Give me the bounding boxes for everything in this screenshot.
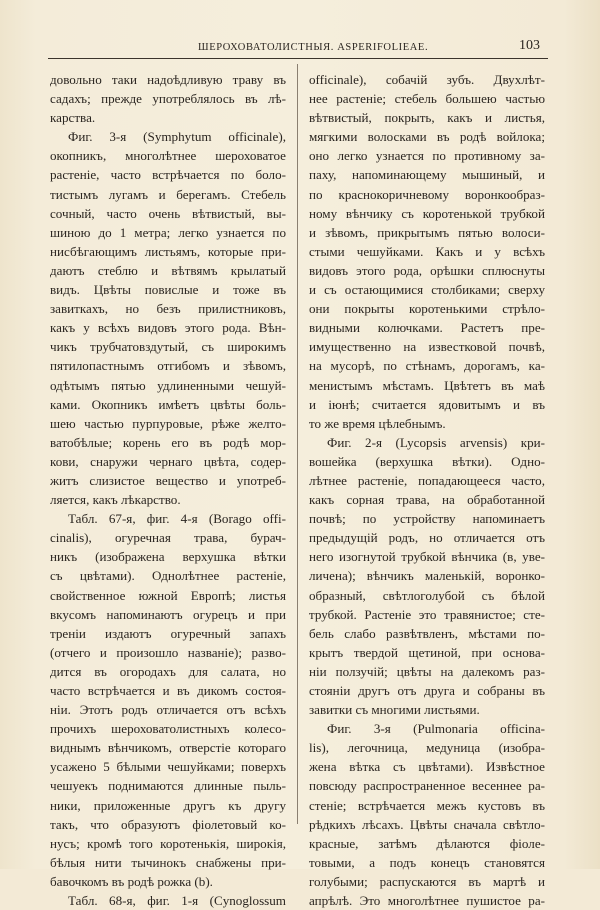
running-header [48,34,548,56]
text-line: трубкой. Растеніе это травянистое; сте- [309,606,545,622]
text-line: голубыми; распускаются въ мартѣ и [309,873,545,889]
text-line: житъ слизистое вещество и употреб- [50,472,286,488]
text-line: ками. Окопникъ имѣетъ цвѣты боль- [50,396,286,412]
text-line: чешуекъ поднимаются длинные пыль- [50,778,286,794]
text-line: одѣтымъ пятью удлиненными чешуй- [50,377,286,393]
text-line: вкусомъ напоминаютъ огурецъ и при [50,606,286,622]
text-line: такъ, что образуютъ фіолетовый ко- [50,816,286,832]
text-line: нисбѣгающимъ листьямъ, которые при- [50,243,286,259]
text-line: завитки съ многими листьями. [309,702,480,718]
text-line: Фиг. 2-я (Lycopsis arvensis) кри- [327,434,545,450]
text-line: рѣдкихъ лѣсахъ. Цвѣты сначала свѣтло- [309,816,545,832]
text-line: шею частью пурпуровые, рѣже желто- [50,415,286,431]
text-line: завиткахъ, но безъ прилистниковъ, [50,301,286,317]
text-line: Фиг. 3-я (Symphytum officinale), [68,129,286,145]
text-line: имущественно на известковой почвѣ, [309,339,545,355]
text-line: пятилопастнымъ отгибомъ и зѣвомъ, [50,358,286,374]
text-line: повсюду распространенное весеннее ра- [309,778,545,794]
text-line: оно легко узнается по противному за- [309,148,545,164]
text-line: видъ. Цвѣты повислые и тоже въ [50,282,286,298]
text-line: карства. [50,110,96,126]
text-line: часто встрѣчается и въ дикомъ состоя- [50,683,286,698]
text-line: менистымъ мѣстамъ. Цвѣтетъ въ маѣ [309,377,545,393]
text-line: вошейка (верхушка вѣтки). Одно- [309,453,545,469]
text-line: ляется, какъ лѣкарство. [50,492,181,508]
text-line: паху, напоминающему мышиный, и [309,167,545,183]
column-divider [297,64,298,824]
text-line: бавочкомъ въ родѣ рожка (b). [50,873,213,889]
text-line: ники, приложенные другъ къ другу [50,797,286,813]
text-line: Фиг. 3-я (Pulmonaria officina- [327,721,545,737]
text-line: officinale), собачій зубъ. Двухлѣт- [309,72,545,87]
text-line: чикъ трубчатовздутый, съ широкимъ [50,339,286,355]
text-line: треніи издаютъ огуречный запахъ [50,625,286,641]
text-line: стеніе; встрѣчается межъ кустовъ въ [309,797,545,813]
text-line: товыми, а подъ конецъ становятся [309,854,545,870]
text-line: виднымъ вѣнчикомъ, отверстіе котораго [50,740,286,756]
text-line: даютъ стеблю и вѣтвямъ крылатый [50,262,286,278]
text-line: крытъ твердой щетиной, при основа- [309,644,545,660]
text-line: личена); вѣнчикъ маленькій, воронко- [309,568,545,584]
text-line: какъ сорная трава, на обработанной [309,492,545,508]
text-line: видными колючками. Растетъ пре- [309,320,545,336]
text-line: лѣтнее растеніе, попадающееся часто, [309,472,545,488]
text-line: апрѣлѣ. Это многолѣтнее пушистое ра- [309,893,545,909]
text-line: красные, затѣмъ дѣлаются фіоле- [309,835,545,851]
text-line: мягкими волосками въ родѣ войлока; [309,129,545,145]
text-line: ватобѣлые; корень его въ родѣ мор- [50,434,286,450]
text-line: никъ (изображена верхушка вѣтки [50,549,286,565]
text-line: стояніи другъ отъ друга и собраны въ [309,683,545,698]
text-line: сочный, часто очень вѣтвистый, вы- [50,205,286,221]
text-line: и іюнѣ; считается ядовитымъ и въ [309,396,545,412]
text-line: почвѣ; по устройству напоминаетъ [309,511,545,527]
text-line: видовъ этого рода, орѣшки сплюснуты [309,262,545,278]
page-number: 103 [519,38,540,53]
text-line: съ цвѣтами). Однолѣтнее растеніе, [50,568,286,584]
text-line: cinalis), огуречная трава, бурач- [50,530,286,546]
header-title: ШЕРОХОВАТОЛИСТНЫЯ. ASPERIFOLIEAE. [198,42,429,53]
text-line: него изогнутой трубкой вѣнчика (в, уве- [309,549,545,565]
text-line: кови, снаружи чернаго цвѣта, содер- [50,453,286,469]
text-line: окопникъ, многолѣтнее шероховатое [50,148,286,164]
text-line: Табл. 67-я, фиг. 4-я (Borago offi- [68,511,286,527]
text-line: довольно таки надоѣдливую траву въ [50,72,286,87]
text-line: ному вѣнчику съ коротенькой трубкой [309,205,545,221]
text-line: прочихъ шероховатолистныхъ колесо- [50,721,286,737]
text-line: вѣтвистый, покрыть, какъ и листья, [309,110,545,126]
text-line: бѣлыя нити тычинокъ снабжены при- [50,854,286,870]
text-line: нее растеніе; стебель большею частью [309,91,545,107]
right-column [309,70,545,910]
text-line: усажено 5 бѣлыми чешуйками; поверхъ [50,759,286,775]
text-line: бель слабо развѣтвленъ, мѣстами по- [309,625,545,641]
text-line: lis), легочница, медуница (изобра- [309,740,545,756]
text-line: свойственное южной Европѣ; листья [50,587,286,603]
text-line: (отчего и произошло названіе); разво- [50,644,286,660]
text-line: на мусорѣ, по стѣнамъ, дорогамъ, ка- [309,358,545,374]
text-line: нусъ; кромѣ того коротенькія, широкія, [50,835,286,851]
left-column [50,70,286,910]
text-line: Табл. 68-я, фиг. 1-я (Cynoglossum [68,893,286,909]
text-line: садахъ; прежде употреблялось въ лѣ- [50,91,286,107]
text-line: и зѣвомъ, прикрытымъ пятью волоси- [309,224,545,240]
text-line: тистымъ лугамъ и берегамъ. Стебель [50,186,286,202]
header-rule [48,58,548,59]
text-line: дится въ огородахъ для салата, но [50,663,286,679]
text-line: по краснокоричневому воронкообраз- [309,186,545,202]
text-line: какъ у всѣхъ видовъ этого рода. Вѣн- [50,320,286,336]
text-line: ніи. Этотъ родъ отличается отъ всѣхъ [50,702,286,718]
text-line: стыми чешуйками. Какъ и у всѣхъ [309,243,545,259]
text-line: они покрыты коротенькими стрѣло- [309,301,545,317]
text-line: жена вѣтка съ цвѣтами). Извѣстное [309,759,545,775]
text-line: и съ остающимися столбиками; сверху [309,282,545,298]
text-line: растеніе, часто встрѣчается по боло- [50,167,286,183]
text-line: ніи ползучій; цвѣты на далекомъ раз- [309,663,545,679]
text-line: предыдущій родъ, но отличается отъ [309,530,545,546]
text-line: шиною до 1 метра; легко узнается по [50,224,286,240]
text-line: то же время цѣлебнымъ. [309,415,446,431]
text-line: образный, свѣтлоголубой съ бѣлой [309,587,545,603]
